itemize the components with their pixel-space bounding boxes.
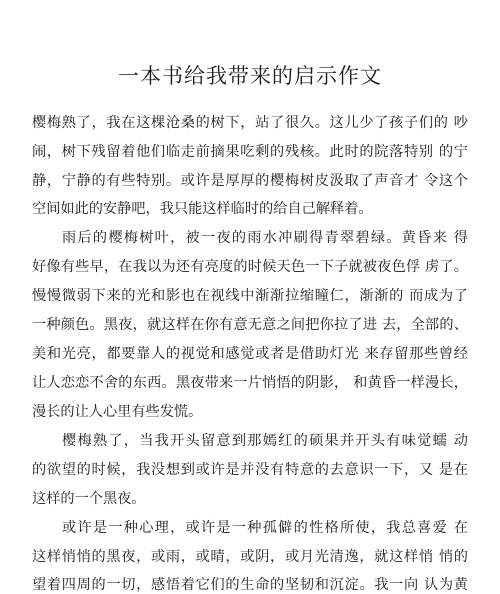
paragraph-line: 闹，树下残留着他们临走前摘果吃剩的残核。此时的院落特别 的宁 [32, 144, 468, 160]
paragraph-line: 这样的一个黑夜。 [32, 491, 146, 507]
paragraph-line: 好像有些早，在我以为还有亮度的时候天色一下子就被夜色俘 虏了。 [32, 259, 468, 275]
document-title: 一本书给我带来的启示作文 [118, 64, 382, 88]
paragraph-line: 让人恋恋不舍的东西。黑夜带来一片悄悟的阴影， 和黄昏一样漫长， [32, 375, 468, 391]
paragraph-line: 望着四周的一切，感悟着它们的生命的坚韧和沉淀。我一向 认为黄 [32, 577, 468, 593]
paragraph-line: 樱梅熟了，当我开头留意到那嫣红的硕果并开头有味觉蠕 动 [62, 433, 468, 449]
paragraph-line: 一种颜色。黑夜，就这样在你有意无意之间把你拉了进 去，全部的、 [32, 317, 468, 333]
paragraph-line: 空间如此的安静吧，我只能这样临时的给自己解释着。 [32, 201, 373, 217]
paragraph-line: 美和光亮，都要靠人的视觉和感觉或者是借助灯光 来存留那些曾经 [32, 346, 468, 362]
paragraph-line: 雨后的樱梅树叶，被一夜的雨水冲刷得青翠碧绿。黄昏来 得 [62, 230, 468, 246]
paragraph-line: 静，宁静的有些特别。或许是厚厚的樱梅树皮汲取了声音才 令这个 [32, 173, 468, 189]
paragraph-line: 樱梅熟了，我在这棵沧桑的树下，站了很久。这儿少了孩子们的 吵 [32, 115, 468, 131]
paragraph-line: 慢慢微弱下来的光和影也在视线中渐渐拉缩瞳仁，渐渐的 而成为了 [32, 288, 468, 304]
paragraph-line: 的欲望的时候，我没想到或许是并没有特意的去意识一下，又 是在 [32, 462, 468, 478]
paragraph-line: 这样悄悄的黑夜，或雨，或晴，或阴，或月光清逸，就这样悄 悄的 [32, 549, 468, 565]
paragraph-line: 或许是一种心理，或许是一种孤僻的性格所使，我总喜爱 在 [62, 520, 468, 536]
paragraph-line: 漫长的让人心里有些发慌。 [32, 404, 203, 420]
